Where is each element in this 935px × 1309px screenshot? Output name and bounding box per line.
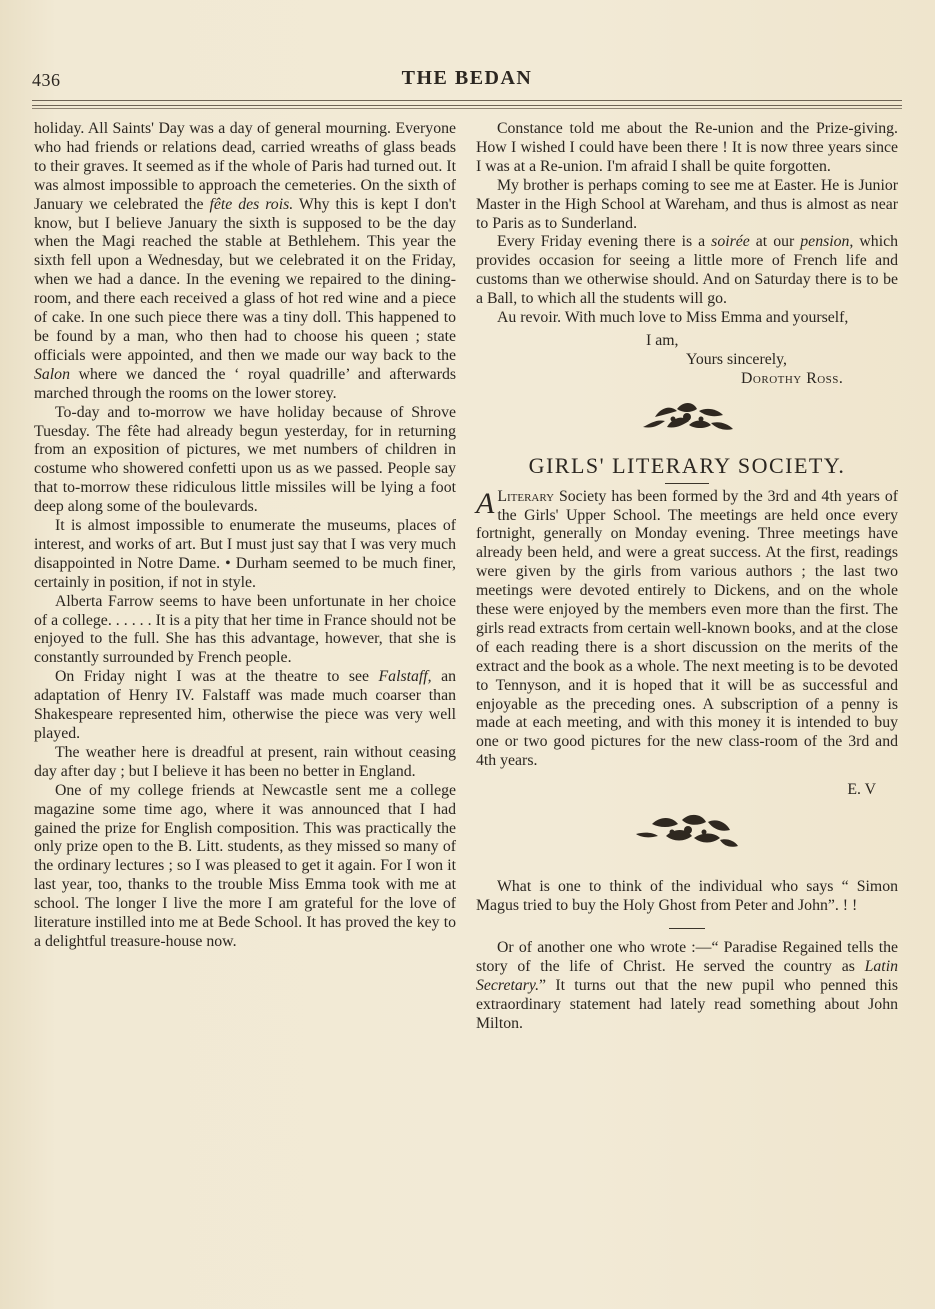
society-signature: E. V — [847, 781, 876, 799]
text-run: which provides occasion for seeing a little more of French life and customs than we otherwise should. And on Saturday there is to be a Ball, to which all the students will go. — [476, 233, 898, 308]
page-number: 436 — [32, 70, 61, 90]
text-run: ” It turns out that the new pupil who penned this extraordinary statement had lately read something about John Milton. — [476, 976, 898, 1032]
section-heading: GIRLS' LITERARY SOCIETY. — [528, 452, 846, 478]
text-run: where we danced the ‘ royal quadrille’ and afterwards marched through the rooms on the lower storey. — [34, 365, 456, 402]
society-paragraph — [476, 488, 898, 772]
paragraph — [34, 120, 456, 404]
paragraph: What is one to think of the individual who says “ Simon Magus tried to buy the Holy Ghost from Peter and John”. ! ! — [476, 878, 898, 914]
heading-rule — [665, 483, 709, 484]
paragraph: My brother is perhaps coming to see me at Easter. He is Junior Master in the High School at Wareham, and thus is almost as near to Paris as to Sunderland. — [476, 176, 898, 232]
paragraph — [34, 668, 456, 744]
fleuron-ornament-icon — [637, 397, 737, 437]
paragraph: The weather here is dreadful at present, rain without ceasing day after day ; but I believe it has been no better in England. — [34, 743, 456, 780]
dropcap: A — [476, 486, 495, 520]
fleuron-ornament-icon — [632, 808, 742, 850]
letter-closing — [476, 332, 898, 389]
text-run: Why this is kept I don't know, but I believe January the sixth is supposed to be the day when the Magi reached the stable at Bethlehem. This year the sixth fell upon a Wednesday, but we celebrated it on the Friday, when we had a dance. In the evening we repaired to the dining-room, and there each received a glass of hot red wine and a piece of cake. In one such piece there was a tiny doll. This happened to be found by a man, who then had to choose his queen ; state officials were appointed, and then we made our way back to the — [34, 195, 456, 364]
closing-yours-sincerely: Yours sincerely, — [686, 350, 787, 368]
text-run: Every Friday evening there is a — [497, 233, 712, 251]
paragraph: Constance told me about the Re-union and the Prize-giving. How I wished I could have been there ! It is now three years since I was at a Re-union. I'm afraid I shall be quite forgotten. — [476, 120, 898, 175]
paragraph: Au revoir. With much love to Miss Emma and yourself, — [497, 309, 849, 327]
italic-text: pension, — [800, 233, 854, 251]
separator-rule — [669, 928, 705, 929]
header-double-rule — [32, 100, 902, 106]
italic-text: soirée — [711, 233, 750, 251]
text-run: at our — [749, 233, 801, 251]
header-single-rule — [32, 108, 902, 109]
paragraph: It is almost impossible to enumerate the museums, places of interest, and works of art. But I must just say that I was very much disappointed in Notre Dame. • Durham seemed to be much finer, certainly in position, if not in style. — [34, 517, 456, 591]
italic-text: Salon — [34, 365, 70, 383]
right-column — [476, 120, 898, 1033]
text-run: Society has been formed by the 3rd and 4th years of the Girls' Upper School. The meetings are held once every fortnight, generally on Monday evening. Three meetings have already been held, and were a great success. At the first, readings were given by the girls from various authors ; the last two meetings were devoted entirely to Dickens, and on the whole these were enjoyed by the members even more than the first. The girls read extracts from certain well-known books, and at the close of each reading there is a short discussion on the merits of the extract and the book as a whole. The next meeting is to be devoted to Tennyson, and it is hoped that it will be as successful and enjoyable as the preceding ones. A subscription of a penny is made at each meeting, and with this money it is intended to buy one or two good pictures for the new class-room of the 3rd and 4th years. — [476, 487, 898, 770]
text-run: holiday. All Saints' Day was a day of general mourning. Everyone who had friends or relations dead, carried wreaths of glass beads to their graves. It seemed as if the whole of Paris had turned out. It was almost impossible to approach the cemeteries. On the sixth of January we celebrated the — [34, 120, 456, 213]
paragraph: Alberta Farrow seems to have been unfortunate in her choice of a college. . . . . . It is a pity that her time in France should not be enjoyed to the full. She has this advantage, however, that she is constantly surrounded by French people. — [34, 592, 456, 667]
paragraph — [476, 233, 898, 309]
smallcaps-word: Literary — [497, 487, 555, 505]
page-header — [32, 66, 902, 96]
paragraph: One of my college friends at Newcastle sent me a college magazine some time ago, where it was announced that I had gained the prize for English composition. This was practically the only prize open to the B. Litt. students, as they missed so many of the ordinary lectures ; so I was pleased to get it again. For I won it last year, too, thanks to the trouble Miss Emma took with me at school. The longer I live the more I am grateful for the love of literature instilled into me at Bede School. It has proved the key to a delightful treasure-house now. — [34, 781, 456, 950]
paragraph — [476, 939, 898, 1034]
paragraph: To-day and to-morrow we have holiday because of Shrove Tuesday. The fête had already begun yesterday, for in returning from an exposition of pictures, we met numbers of children in costume who showered confetti upon us as we passed. People say that to-morrow these ridiculous little missiles will be lying a foot deep along some of the boulevards. — [34, 403, 456, 516]
text-run: Or of another one who wrote :—“ Paradise Regained tells the story of the life of Christ. He served the country as — [476, 938, 898, 975]
italic-text: Falstaff, — [378, 668, 432, 686]
italic-text: fête des rois. — [209, 195, 294, 213]
closing-signature: Dorothy Ross. — [741, 369, 844, 387]
journal-title: THE BEDAN — [401, 67, 533, 89]
left-column — [34, 120, 456, 952]
italic-text: Latin Secretary. — [476, 957, 898, 994]
closing-i-am: I am, — [646, 331, 679, 349]
text-run: On Friday night I was at the theatre to see — [55, 668, 379, 686]
text-run: an adaptation of Henry IV. Falstaff was made much coarser than Shakespeare represented him, otherwise the piece was very well played. — [34, 668, 456, 742]
